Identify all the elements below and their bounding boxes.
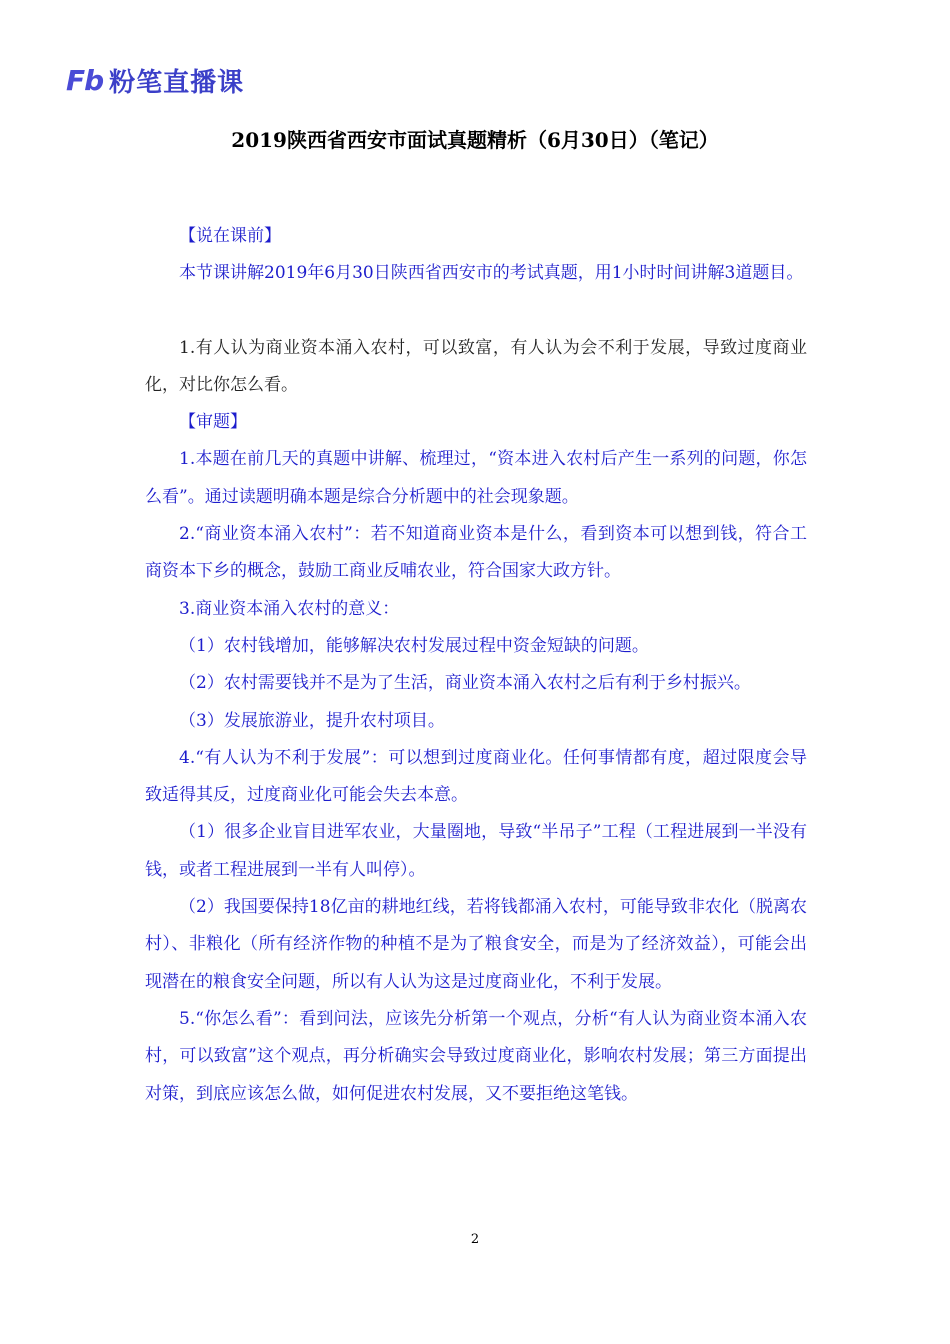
spacer [145, 293, 807, 330]
paragraph: （1）很多企业盲目进军农业，大量圈地，导致“半吊子”工程（工程进展到一半没有钱，或者工程进展到一半有人叫停）。 [145, 822, 807, 880]
question-text: 1.有人认为商业资本涌入农村，可以致富，有人认为会不利于发展，导致过度商业化，对比你怎么看。 [145, 337, 807, 395]
paragraph: 1.本题在前几天的真题中讲解、梳理过，“资本进入农村后产生一系列的问题，你怎么看”。通过读题明确本题是综合分析题中的社会现象题。 [145, 449, 807, 507]
paragraph: （2）农村需要钱并不是为了生活，商业资本涌入农村之后有利于乡村振兴。 [179, 673, 751, 694]
paragraph: （1）农村钱增加，能够解决农村发展过程中资金短缺的问题。 [179, 635, 649, 656]
paragraph: 本节课讲解2019年6月30日陕西省西安市的考试真题，用1小时时间讲解3道题目。 [179, 263, 804, 284]
section-heading-intro: 【说在课前】 [179, 226, 281, 246]
page-number: 2 [470, 1232, 480, 1247]
document-title: 2019陕西省西安市面试真题精析（6月30日）（笔记） [231, 128, 719, 152]
brand-logo [66, 60, 244, 100]
paragraph: 3.商业资本涌入农村的意义： [179, 598, 400, 619]
section-heading-review: 【审题】 [179, 412, 247, 433]
document-body [145, 218, 807, 1113]
fb-logo-icon: Fb [66, 63, 104, 97]
paragraph: （3）发展旅游业，提升农村项目。 [179, 710, 445, 731]
paragraph: 5.“你怎么看”：看到问法，应该先分析第一个观点，分析“有人认为商业资本涌入农村，可以致富”这个观点，再分析确实会导致过度商业化，影响农村发展；第三方面提出对策，到底应该怎么做，如何促进农村发展，又不要拒绝这笔钱。 [145, 1008, 807, 1104]
paragraph: 4.“有人认为不利于发展”：可以想到过度商业化。任何事情都有度，超过限度会导致适得其反，过度商业化可能会失去本意。 [145, 747, 807, 806]
paragraph: （2）我国要保持18亿亩的耕地红线，若将钱都涌入农村，可能导致非农化（脱离农村）、非粮化（所有经济作物的种植不是为了粮食安全，而是为了经济效益），可能会出现潜在的粮食安全问题，所以有人认为这是过度商业化，不利于发展。 [145, 897, 807, 992]
brand-name: 粉笔直播课 [109, 67, 245, 98]
paragraph: 2.“商业资本涌入农村”：若不知道商业资本是什么，看到资本可以想到钱，符合工商资本下乡的概念，鼓励工商业反哺农业，符合国家大政方针。 [145, 524, 807, 582]
